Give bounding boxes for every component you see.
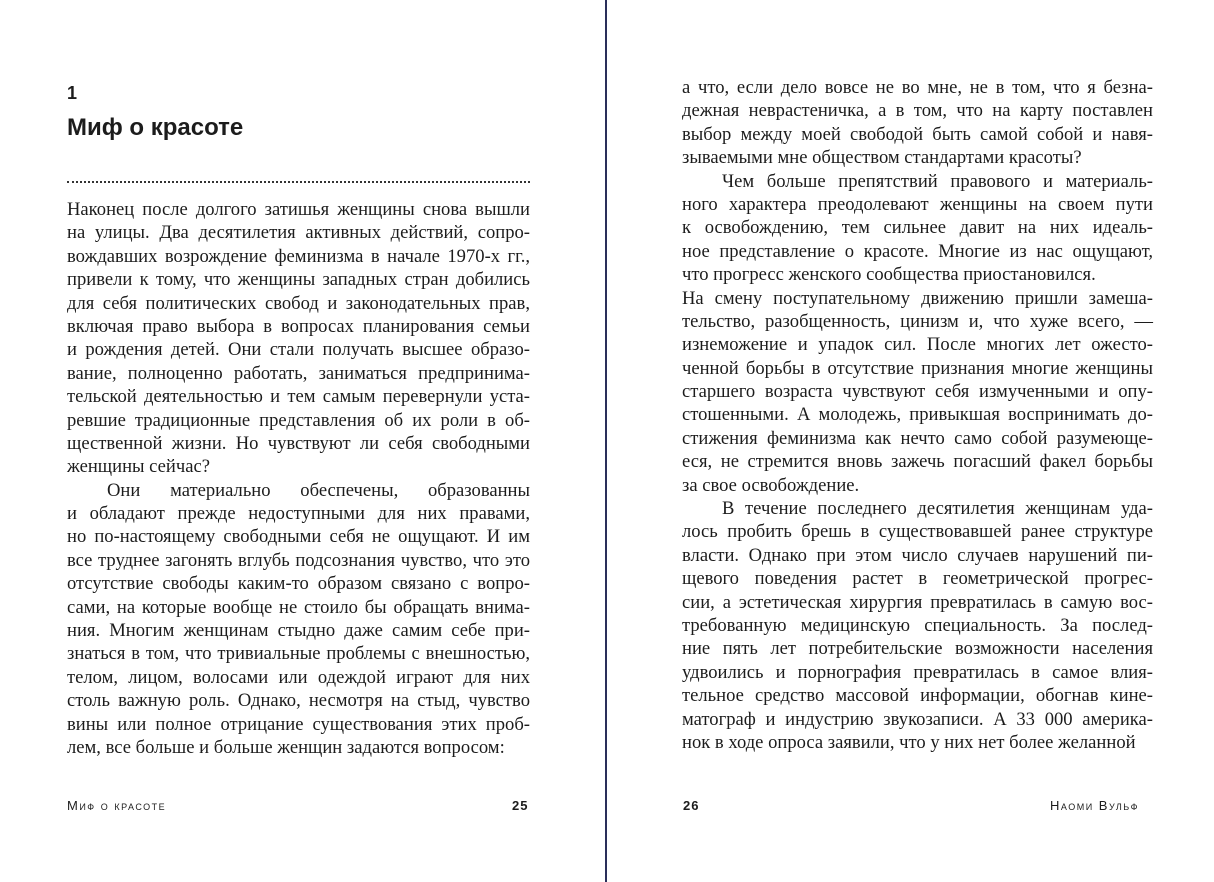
page-number-right: 26: [683, 798, 700, 813]
text-line: выбор между моей свободой быть самой собой и навя-: [682, 123, 1153, 145]
text-line: старшего возраста чувствуют себя измученными и опу-: [682, 381, 1153, 403]
text-line: стижения феминизма как нечто само собой разумеюще-: [682, 427, 1153, 449]
text-line: дежная неврастеничка, а в том, что на карту поставлен: [682, 100, 1153, 122]
text-line: требованную медицинскую специальность. За послед-: [682, 614, 1153, 636]
running-head-right: Наоми Вульф: [1050, 798, 1140, 813]
chapter-number: 1: [67, 83, 78, 103]
text-line: женщины сейчас?: [67, 456, 210, 478]
text-line: зываемыми мне обществом стандартами красоты?: [682, 147, 1082, 169]
text-line: тельное средство массовой информации, обогнав кине-: [682, 685, 1153, 707]
text-line: что прогресс женского сообщества приостановился.: [682, 264, 1096, 286]
text-line: изнеможение и упадок сил. После многих лет ожесто-: [682, 334, 1153, 356]
text-line: вание, полноценно работать, заниматься предпринима-: [67, 362, 530, 384]
dotted-divider: [67, 181, 530, 183]
text-line: к освобождению, тем сильнее давит на них идеаль-: [682, 217, 1153, 239]
text-line: Они материально обеспечены, образованны: [107, 479, 530, 501]
text-line: ченной борьбы в отсутствие признания многие женщины: [682, 357, 1153, 379]
text-line: еся, не стремится вновь зажечь погасший факел борьбы: [682, 451, 1153, 473]
text-line: все труднее загонять вглубь подсознания чувство, что это: [67, 549, 530, 571]
text-line: ного характера преодолевают женщины на своем пути: [682, 193, 1153, 215]
text-line: привели к тому, что женщины западных стран добились: [67, 269, 530, 291]
left-page: [0, 0, 605, 882]
text-line: для себя политических свобод и законодательных прав,: [67, 292, 530, 314]
text-line: и рождения детей. Они стали получать высшее образо-: [67, 339, 530, 361]
text-line: удвоились и порнография превратилась в самое влия-: [682, 661, 1153, 683]
text-line: телом, лицом, волосами или одеждой играют для них: [67, 666, 530, 688]
text-line: вождавших возрождение феминизма в начале 1970-х гг.,: [67, 245, 530, 267]
text-line: а что, если дело вовсе не во мне, не в том, что я безна-: [682, 77, 1153, 98]
text-line: В течение последнего десятилетия женщинам уда-: [722, 498, 1153, 520]
text-line: лось пробить брешь в существовавшей ранее структуре: [682, 521, 1153, 543]
text-line: нок в ходе опроса заявили, что у них нет более желанной: [682, 731, 1136, 753]
text-line: матограф и индустрию звукозаписи. А 33 000 америка-: [682, 708, 1153, 730]
text-line: щевого поведения растет в геометрической прогрес-: [682, 568, 1153, 590]
text-line: На смену поступательному движению пришли замеша-: [682, 287, 1153, 309]
text-line: ное представление о красоте. Многие из нас ощущают,: [682, 240, 1153, 262]
text-line: включая право выбора в вопросах планирования семьи: [67, 315, 530, 337]
chapter-title: Миф о красоте: [67, 114, 244, 141]
text-line: сами, на которые вообще не стоило бы обращать внима-: [67, 596, 530, 618]
right-page: [607, 0, 1214, 882]
text-line: знаться в том, что тривиальные проблемы с внешностью,: [67, 643, 530, 665]
page-number-left: 25: [512, 798, 529, 813]
text-line: лем, все больше и больше женщин задаются вопросом:: [67, 736, 505, 758]
text-line: ревшие традиционные представления об их роли в об-: [67, 409, 530, 431]
text-line: тельской деятельностью и тем самым перевернули уста-: [67, 386, 530, 408]
text-line: щественной жизни. Но чувствуют ли себя свободными: [67, 432, 530, 454]
text-line: и обладают прежде недоступными для них правами,: [67, 503, 530, 525]
text-line: за свое освобождение.: [682, 474, 860, 496]
text-line: Чем больше препятствий правового и материаль-: [722, 170, 1153, 192]
text-line: но по-настоящему свободными себя не ощущают. И им: [67, 526, 530, 548]
running-head-left: Миф о красоте: [67, 798, 167, 813]
text-line: сии, а эстетическая хирургия превратилась в самую вос-: [682, 591, 1153, 613]
text-line: на улицы. Два десятилетия активных действий, сопро-: [67, 222, 530, 244]
text-line: стошенными. А молодежь, привыкшая воспринимать до-: [682, 404, 1153, 426]
text-line: вины или полное отрицание существования этих проб-: [67, 713, 530, 735]
text-line: отсутствие свободы каким-то образом связано с вопро-: [67, 573, 530, 595]
text-line: ние пять лет потребительские возможности населения: [682, 638, 1153, 660]
text-line: власти. Однако при этом число случаев нарушений пи-: [682, 544, 1153, 566]
text-line: тельство, разобщенность, цинизм и, что хуже всего, —: [682, 310, 1153, 332]
left-body-text: [67, 198, 530, 759]
text-line: ния. Многим женщинам стыдно даже самим себе при-: [67, 620, 530, 642]
right-body-text: [682, 76, 1153, 754]
text-line: столь важную роль. Однако, несмотря на стыд, чувство: [67, 690, 530, 712]
text-line: Наконец после долгого затишья женщины снова вышли: [67, 199, 530, 220]
